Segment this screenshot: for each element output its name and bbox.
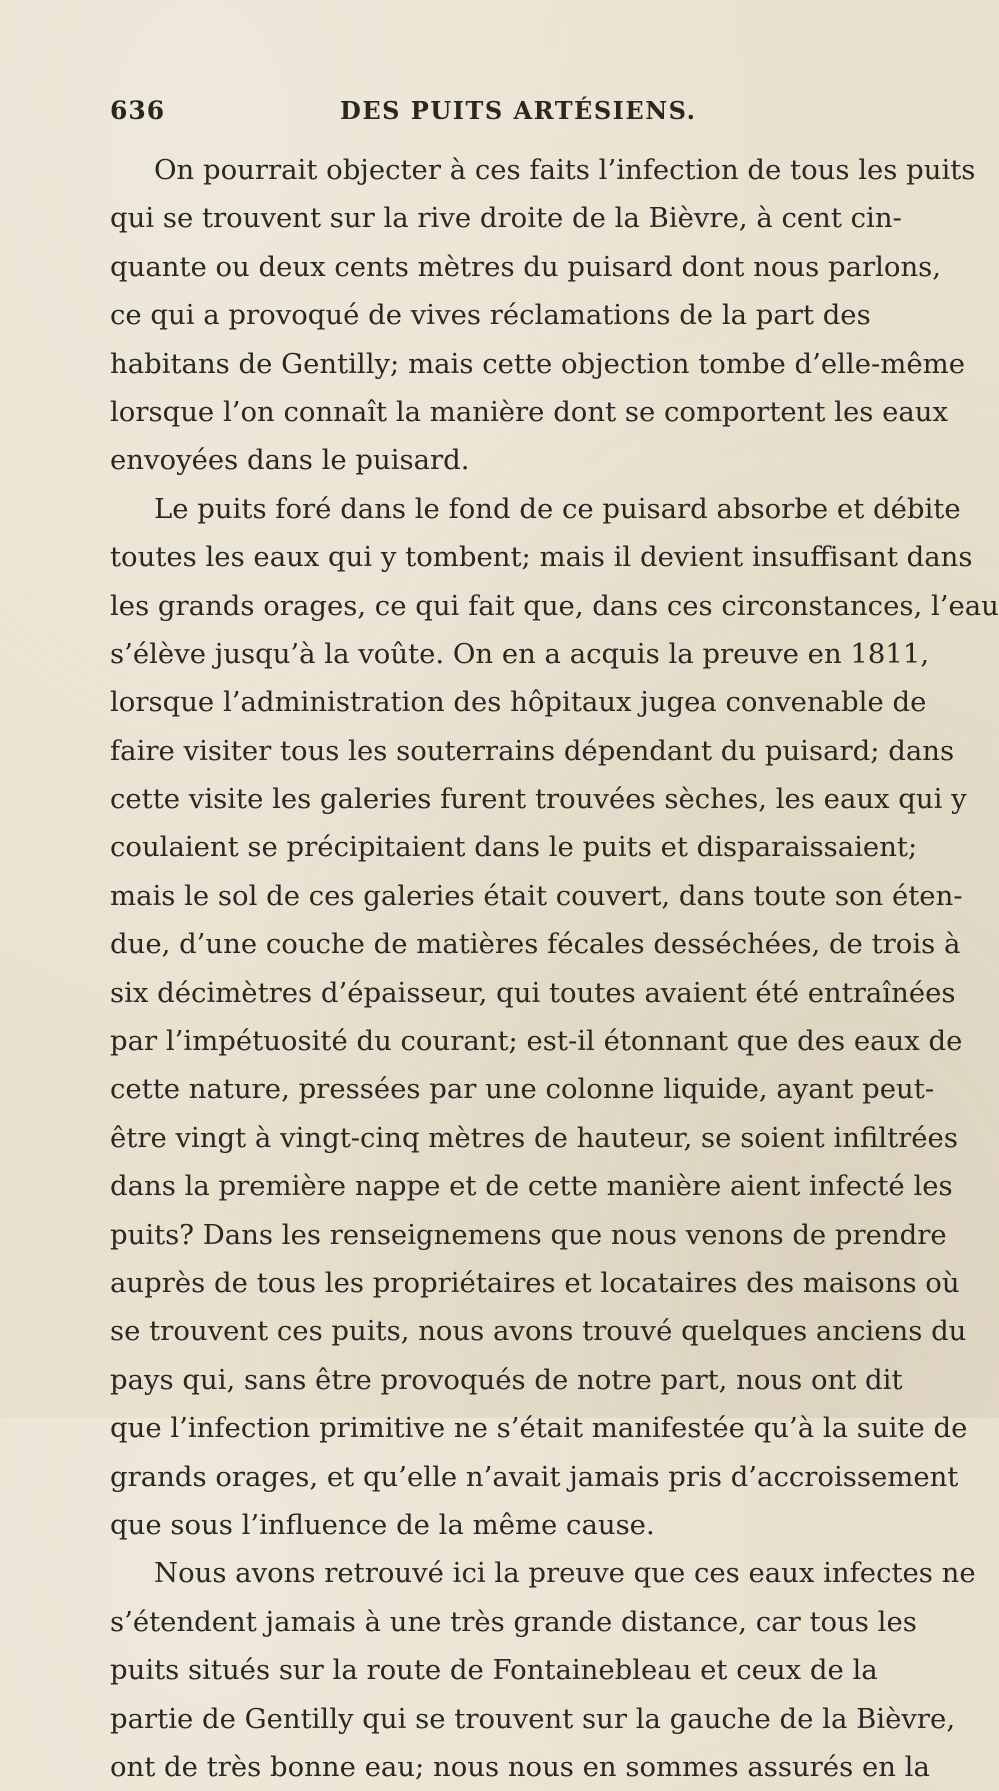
text-line: grands orages, et qu’elle n’avait jamais pris d’accroissement <box>110 1460 959 1493</box>
text-line: quante ou deux cents mètres du puisard dont nous parlons, <box>110 250 942 283</box>
text-line: six décimètres d’épaisseur, qui toutes avaient été entraînées <box>110 976 956 1009</box>
text-line: partie de Gentilly qui se trouvent sur la gauche de la Bièvre, <box>110 1702 956 1735</box>
text-line: habitans de Gentilly; mais cette objection tombe d’elle-même <box>110 347 965 380</box>
text-line: lorsque l’administration des hôpitaux jugea convenable de <box>110 686 927 719</box>
text-line: puits? Dans les renseignemens que nous venons de prendre <box>110 1218 947 1251</box>
running-head <box>110 96 770 136</box>
text-line: qui se trouvent sur la rive droite de la Bièvre, à cent cin- <box>110 202 902 235</box>
text-line: dans la première nappe et de cette manière aient infecté les <box>110 1170 953 1203</box>
text-line: pays qui, sans être provoqués de notre part, nous ont dit <box>110 1363 903 1396</box>
text-line: être vingt à vingt-cinq mètres de hauteur, se soient infiltrées <box>110 1121 958 1154</box>
running-title: DES PUITS ARTÉSIENS. <box>340 96 697 125</box>
text-line: On pourrait objecter à ces faits l’infection de tous les puits <box>154 154 976 186</box>
text-line: auprès de tous les propriétaires et locataires des maisons où <box>110 1266 960 1299</box>
body-text <box>110 146 999 1791</box>
text-line: que sous l’influence de la même cause. <box>110 1508 655 1541</box>
text-line: les grands orages, ce qui fait que, dans ces circonstances, l’eau <box>110 589 999 622</box>
text-line: Le puits foré dans le fond de ce puisard absorbe et débite <box>154 492 961 525</box>
text-line: s’élève jusqu’à la voûte. On en a acquis la preuve en 1811, <box>110 637 930 670</box>
text-line: Nous avons retrouvé ici la preuve que ces eaux infectes ne <box>154 1557 976 1590</box>
text-line: par l’impétuosité du courant; est-il étonnant que des eaux de <box>110 1025 963 1058</box>
text-line: faire visiter tous les souterrains dépendant du puisard; dans <box>110 734 955 767</box>
text-line: toutes les eaux qui y tombent; mais il devient insuffisant dans <box>110 541 973 574</box>
text-line: s’étendent jamais à une très grande distance, car tous les <box>110 1605 917 1638</box>
text-line: se trouvent ces puits, nous avons trouvé quelques anciens du <box>110 1315 967 1348</box>
text-line: ont de très bonne eau; nous nous en sommes assurés en la <box>110 1750 930 1783</box>
text-line: due, d’une couche de matières fécales desséchées, de trois à <box>110 928 961 961</box>
text-line: mais le sol de ces galeries était couvert, dans toute son éten- <box>110 879 963 912</box>
page-number: 636 <box>110 96 166 125</box>
text-line: que l’infection primitive ne s’était manifestée qu’à la suite de <box>110 1412 968 1445</box>
text-line: envoyées dans le puisard. <box>110 444 470 477</box>
text-line: ce qui a provoqué de vives réclamations de la part des <box>110 299 871 332</box>
text-line: coulaient se précipitaient dans le puits et disparaissaient; <box>110 831 918 864</box>
text-line: cette nature, pressées par une colonne liquide, ayant peut- <box>110 1073 935 1106</box>
text-line: lorsque l’on connaît la manière dont se comportent les eaux <box>110 395 948 428</box>
text-line: cette visite les galeries furent trouvées sèches, les eaux qui y <box>110 783 967 816</box>
text-line: puits situés sur la route de Fontainebleau et ceux de la <box>110 1654 878 1687</box>
